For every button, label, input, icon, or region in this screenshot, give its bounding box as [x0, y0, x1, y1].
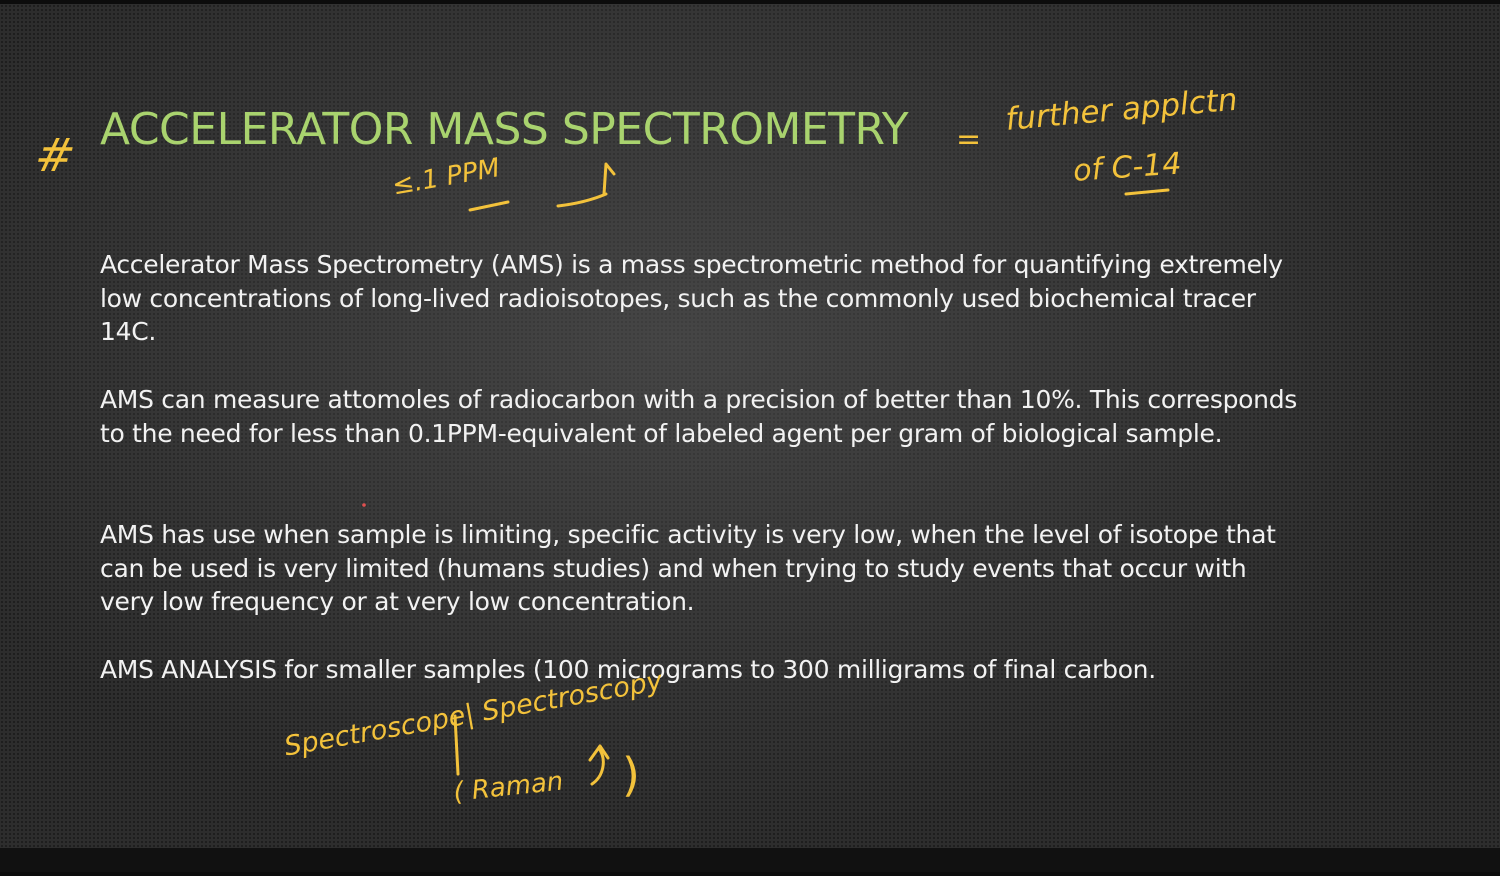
raman-close-paren: ): [622, 748, 640, 802]
paragraph-ams-definition: Accelerator Mass Spectrometry (AMS) is a mass spectrometric method for quantifying extremely low concentrations of long-lived radioisotopes, such as the commonly used biochemical tracer 14C.: [100, 250, 1283, 347]
ppm-underline-stroke: [470, 202, 508, 210]
equals-annotation: =: [956, 122, 982, 157]
c14-underline-stroke: [1126, 190, 1168, 194]
ppm-arrow-head-stroke: [604, 164, 614, 194]
ppm-annotation: ≤.1 PPM: [390, 153, 503, 202]
pen-dot: [362, 503, 366, 507]
paragraph-ams-precision: AMS can measure attomoles of radiocarbon with a precision of better than 10%. This corresponds to the need for less than 0.1PPM-equivalent of labeled agent per gram of biological sample.: [100, 385, 1297, 448]
further-application-annotation-line2: of C-14: [1072, 146, 1183, 189]
hash-mark-annotation: #: [30, 128, 81, 182]
paragraph-ams-use-cases: AMS has use when sample is limiting, specific activity is very low, when the level of isotope that can be used is very limited (humans studies) and when trying to study events that occur with very low frequency or at very low concentration.: [100, 520, 1276, 617]
slide: [0, 4, 1500, 848]
spectroscope-spectroscopy-annotation: Spectroscope| Spectroscopy: [282, 665, 665, 763]
raman-arrow-head-stroke: [590, 746, 608, 760]
slide-title: ACCELERATOR MASS SPECTROMETRY: [100, 104, 909, 155]
raman-arrow-stroke: [592, 750, 603, 784]
further-application-annotation-line1: further applctn: [1004, 81, 1239, 138]
raman-annotation: ( Raman: [452, 766, 565, 808]
ppm-arrow-stroke: [558, 194, 606, 206]
bottom-bar: [0, 848, 1500, 872]
paragraph-ams-analysis: AMS ANALYSIS for smaller samples (100 micrograms to 300 milligrams of final carbon.: [100, 655, 1156, 684]
